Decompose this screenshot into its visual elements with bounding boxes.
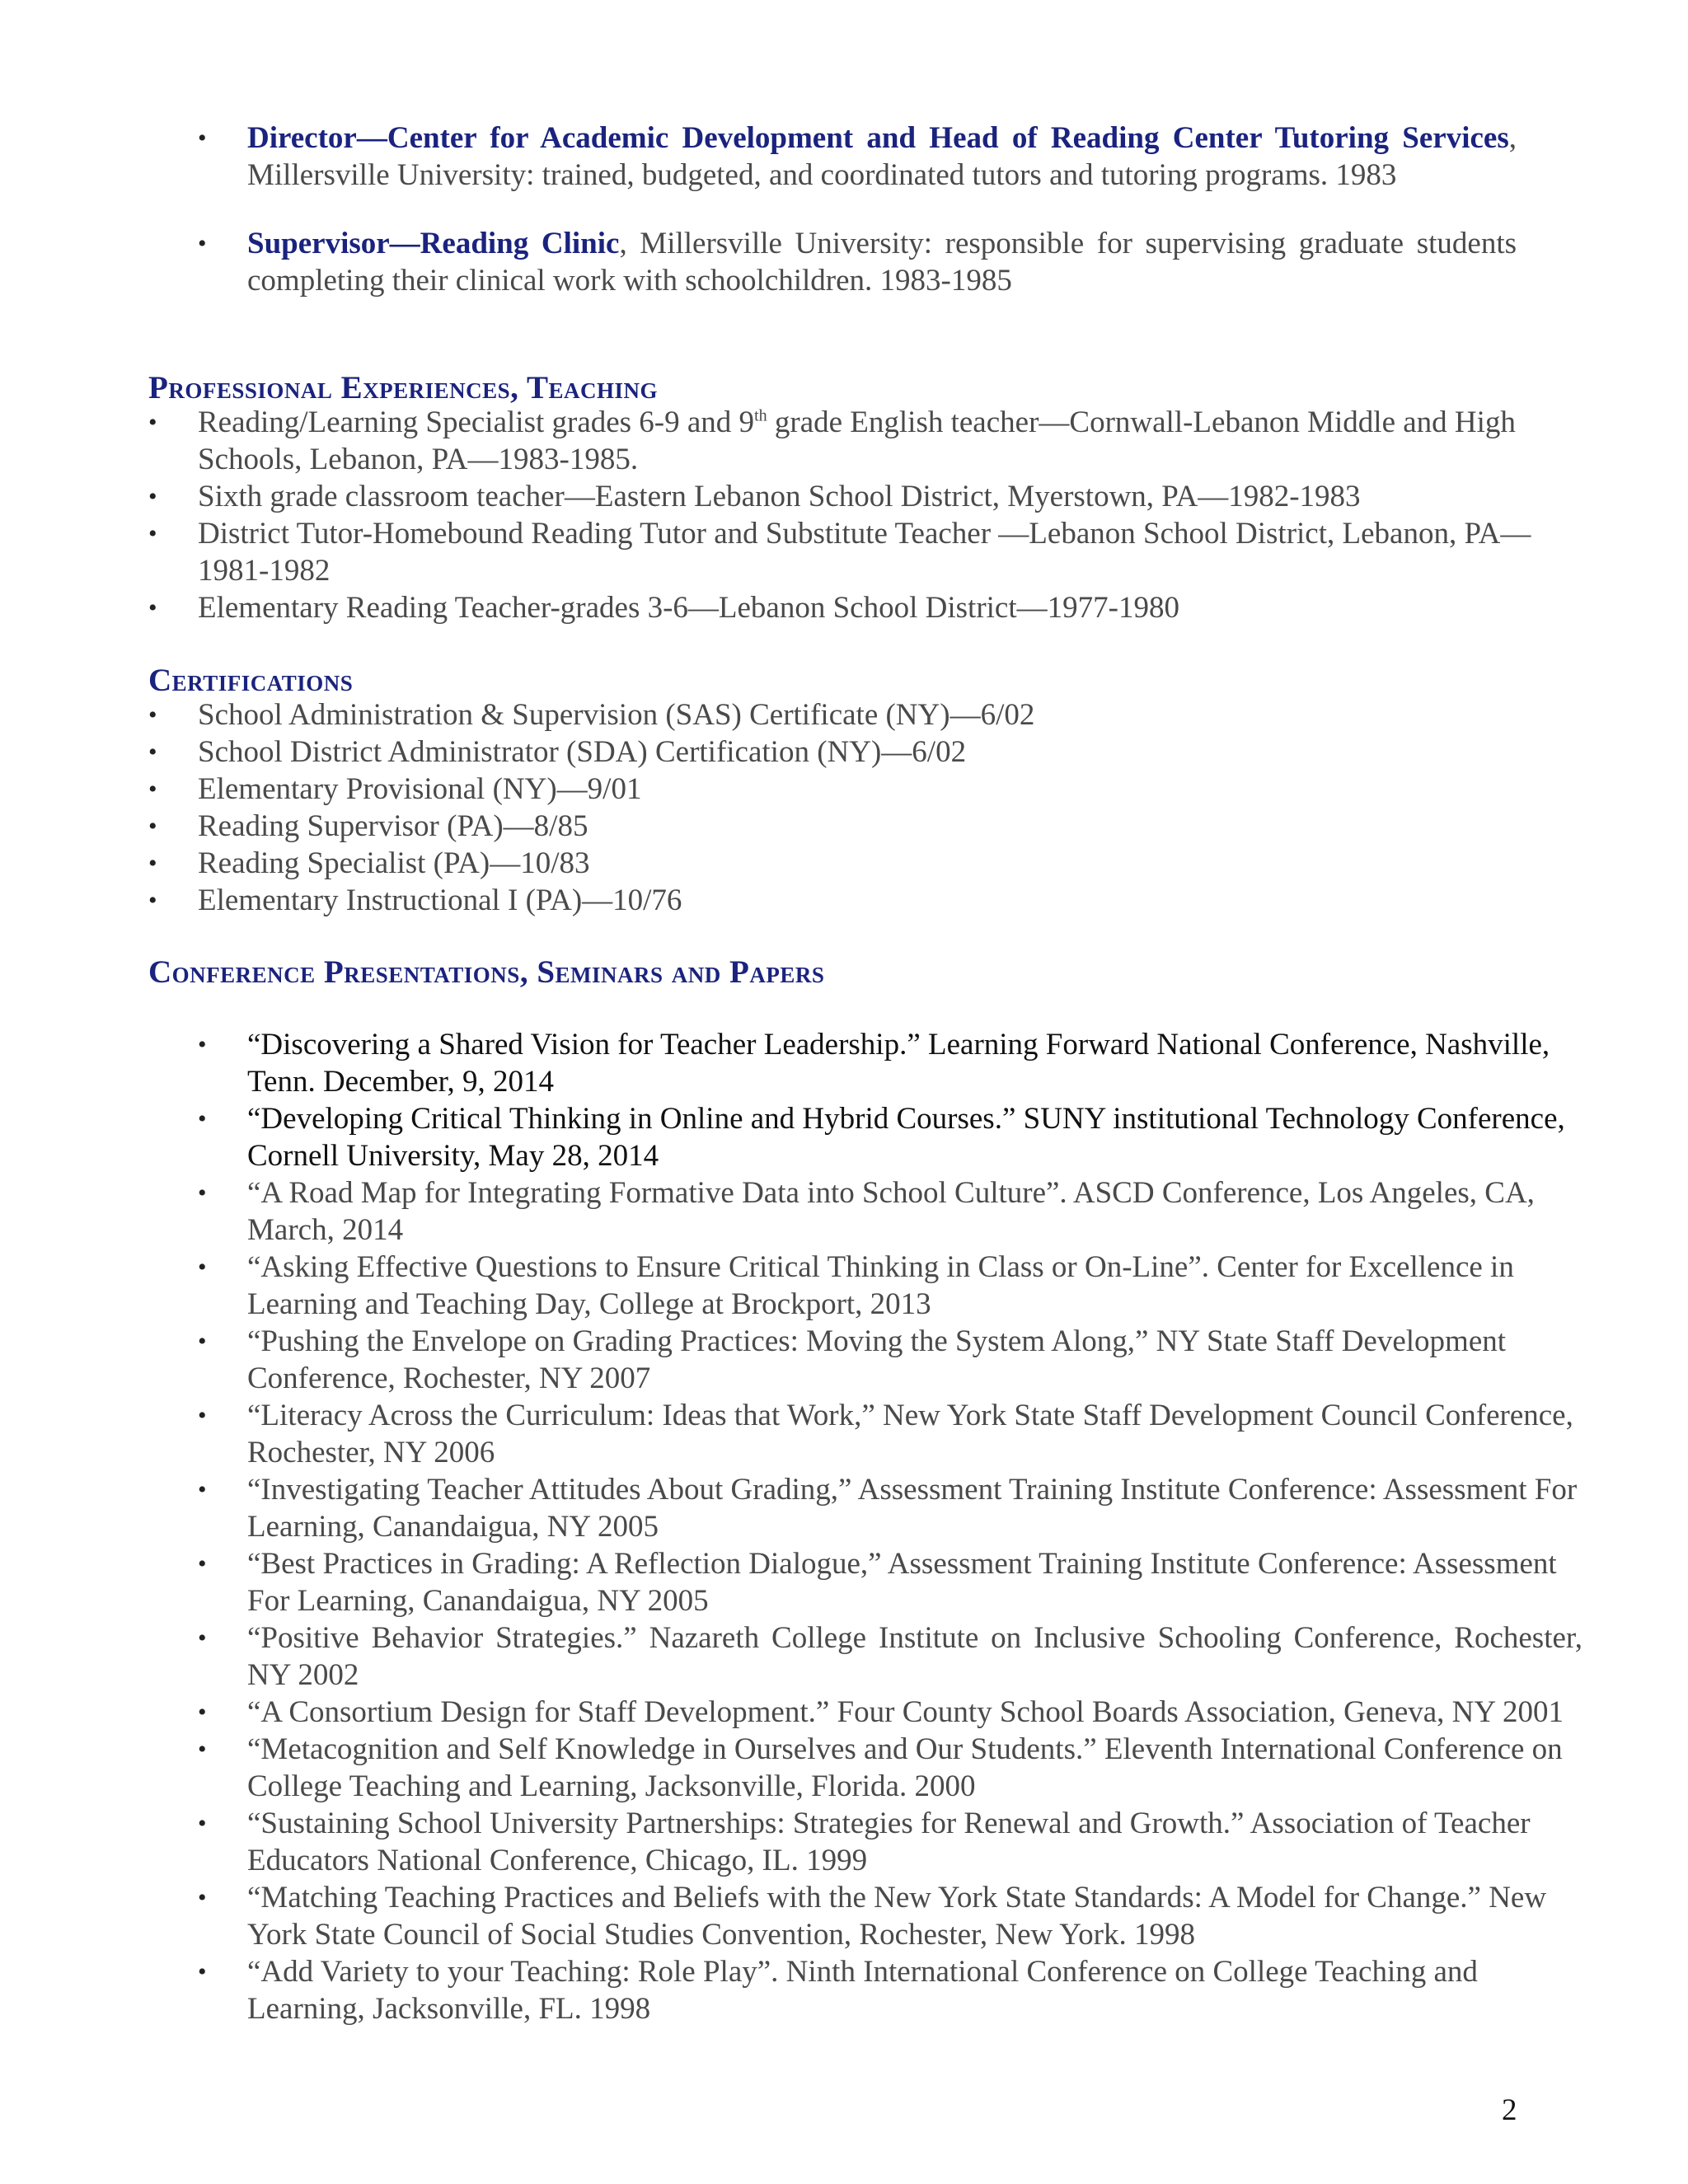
page-number: 2	[1502, 2093, 1517, 2127]
list-item: • “Discovering a Shared Vision for Teacher Leadership.” Learning Forward National Conference, Nashville, Tenn. December, 9, 2014	[247, 1026, 1582, 1100]
list-item: • Elementary Reading Teacher-grades 3-6—Lebanon School District—1977-1980	[198, 589, 1550, 626]
item-text: Reading/Learning Specialist grades 6-9 and 9	[198, 405, 755, 439]
list-item: • “Literacy Across the Curriculum: Ideas that Work,” New York State Staff Development Council Conference, Rochester, NY 2006	[247, 1397, 1582, 1471]
list-item: • Reading Supervisor (PA)—8/85	[198, 808, 1550, 845]
list-item: • “Metacognition and Self Knowledge in Ourselves and Our Students.” Eleventh International Conference on College Teaching and Learning, Jacksonville, Florida. 2000	[247, 1731, 1582, 1805]
list-item: • “Add Variety to your Teaching: Role Play”. Ninth International Conference on College Teaching and Learning, Jacksonville, FL. 1998	[247, 1953, 1582, 2027]
section-heading-teaching: Professional Experiences, Teaching	[148, 370, 658, 405]
list-item: • “Asking Effective Questions to Ensure Critical Thinking in Class or On-Line”. Center for Excellence in Learning and Teaching Day, College at Brockport, 2013	[247, 1249, 1582, 1323]
list-item: • “Best Practices in Grading: A Reflection Dialogue,” Assessment Training Institute Conference: Assessment For Learning, Canandaigua, NY 2005	[247, 1545, 1582, 1619]
conferences-list	[247, 1026, 1582, 2027]
section-heading-certifications: Certifications	[148, 663, 354, 698]
list-item: • “Sustaining School University Partnerships: Strategies for Renewal and Growth.” Association of Teacher Educators National Conference, Chicago, IL. 1999	[247, 1805, 1582, 1879]
leadership-roles-list	[247, 120, 1517, 330]
role-description: , Millersville University: responsible for supervising graduate students completing their clinical work with schoolchildren. 1983-1985	[247, 227, 1517, 298]
list-item: • District Tutor-Homebound Reading Tutor and Substitute Teacher —Lebanon School District, Lebanon, PA—1981-1982	[198, 515, 1550, 589]
list-item: • School Administration & Supervision (SAS) Certificate (NY)—6/02	[198, 696, 1550, 733]
superscript: th	[754, 406, 767, 425]
list-item	[247, 120, 1517, 194]
list-item: • “A Consortium Design for Staff Development.” Four County School Boards Association, Geneva, NY 2001	[247, 1694, 1582, 1731]
list-item	[198, 404, 1550, 478]
list-item: • Elementary Instructional I (PA)—10/76	[198, 882, 1550, 919]
list-item: • “Developing Critical Thinking in Online and Hybrid Courses.” SUNY institutional Technology Conference, Cornell University, May 28, 2014	[247, 1100, 1582, 1174]
role-description: , Millersville University: trained, budgeted, and coordinated tutors and tutoring programs. 1983	[247, 121, 1517, 192]
list-item: • “A Road Map for Integrating Formative Data into School Culture”. ASCD Conference, Los Angeles, CA, March, 2014	[247, 1174, 1582, 1249]
list-item: • School District Administrator (SDA) Certification (NY)—6/02	[198, 733, 1550, 771]
teaching-list	[198, 404, 1550, 626]
list-item: • “Matching Teaching Practices and Beliefs with the New York State Standards: A Model for Change.” New York State Council of Social Studies Convention, Rochester, New York. 1998	[247, 1879, 1582, 1953]
list-item: • “Positive Behavior Strategies.” Nazareth College Institute on Inclusive Schooling Conference, Rochester, NY 2002	[247, 1619, 1582, 1694]
list-item: • Reading Specialist (PA)—10/83	[198, 845, 1550, 882]
role-title: Director—Center for Academic Development and Head of Reading Center Tutoring Services	[247, 121, 1509, 155]
certifications-list	[198, 696, 1550, 919]
list-item: • Sixth grade classroom teacher—Eastern Lebanon School District, Myerstown, PA—1982-1983	[198, 478, 1550, 515]
list-item	[247, 225, 1517, 299]
role-title: Supervisor—Reading Clinic	[247, 227, 620, 260]
item-text: grade English teacher—Cornwall-Lebanon Middle and High Schools, Lebanon, PA—1983-1985.	[198, 405, 1516, 476]
list-item: • “Pushing the Envelope on Grading Practices: Moving the System Along,” NY State Staff Development Conference, Rochester, NY 2007	[247, 1323, 1582, 1397]
section-heading-conferences: Conference Presentations, Seminars and Papers	[148, 954, 825, 990]
list-item: • Elementary Provisional (NY)—9/01	[198, 771, 1550, 808]
list-item: • “Investigating Teacher Attitudes About Grading,” Assessment Training Institute Conference: Assessment For Learning, Canandaigua, NY 2005	[247, 1471, 1582, 1545]
